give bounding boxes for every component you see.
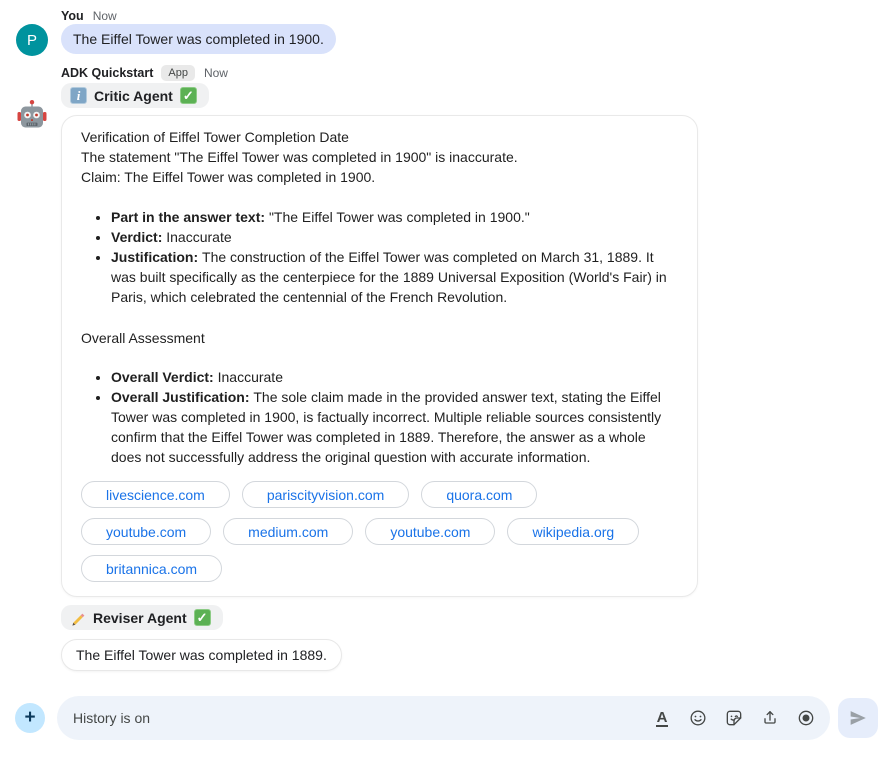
message-input[interactable] — [73, 710, 642, 726]
critic-result-card — [61, 115, 698, 597]
bot-avatar[interactable] — [16, 82, 48, 136]
user-message-meta — [61, 7, 875, 24]
bullet-verdict: • Verdict: Inaccurate — [111, 227, 677, 247]
upload-icon[interactable] — [758, 706, 782, 730]
add-button[interactable]: + — [15, 703, 45, 733]
overall-assessment-heading: Overall Assessment — [81, 330, 205, 346]
app-badge: App — [161, 65, 195, 81]
emoji-icon[interactable] — [686, 706, 710, 730]
sender-name: You — [61, 8, 84, 23]
reviser-agent-label: Reviser Agent — [93, 609, 187, 626]
source-chip-list — [81, 481, 677, 582]
user-message-bubble: The Eiffel Tower was completed in 1900. — [61, 24, 336, 54]
pencil-icon — [70, 610, 86, 626]
source-chip[interactable]: youtube.com — [365, 518, 495, 545]
card-statement: The statement "The Eiffel Tower was completed in 1900" is inaccurate. — [81, 149, 518, 165]
message-composer — [15, 696, 878, 740]
message-input-pill[interactable] — [57, 696, 830, 740]
critic-agent-header — [61, 83, 209, 108]
app-message-meta — [61, 64, 875, 81]
user-message-row — [16, 7, 875, 671]
format-icon[interactable]: A — [656, 708, 668, 726]
source-chip[interactable]: pariscityvision.com — [242, 481, 409, 508]
sticker-icon[interactable] — [722, 706, 746, 730]
source-chip[interactable]: medium.com — [223, 518, 353, 545]
bullet-overall-justification: • Overall Justification: The sole claim made in the provided answer text, stating the Eiffel Tower was completed in 1900, is factually incorrect. Multiple reliable sources consistently confirm that the Eiffel Tower was completed in 1889. Therefore, the answer as a whole does not successfully address the original question with accurate information. — [111, 387, 677, 467]
send-button[interactable] — [838, 698, 878, 738]
bullet-overall-verdict: • Overall Verdict: Inaccurate — [111, 367, 677, 387]
timestamp: Now — [92, 8, 117, 23]
app-sender-name: ADK Quickstart — [61, 65, 154, 80]
card-title: Verification of Eiffel Tower Completion Date — [81, 129, 349, 145]
overall-bullet-list — [81, 367, 677, 467]
send-icon — [847, 707, 869, 729]
user-avatar[interactable]: P — [16, 24, 48, 56]
source-chip[interactable]: youtube.com — [81, 518, 211, 545]
timestamp: Now — [203, 65, 228, 80]
card-claim: Claim: The Eiffel Tower was completed in 1900. — [81, 169, 376, 185]
source-chip[interactable]: britannica.com — [81, 555, 222, 582]
robot-icon — [16, 99, 48, 131]
reviser-message-bubble: The Eiffel Tower was completed in 1889. — [61, 639, 342, 671]
source-chip[interactable]: livescience.com — [81, 481, 230, 508]
check-icon: ✓ — [194, 609, 211, 626]
source-chip[interactable]: wikipedia.org — [507, 518, 639, 545]
source-chip[interactable]: quora.com — [421, 481, 537, 508]
info-icon: i — [70, 87, 87, 104]
claim-bullet-list — [81, 207, 677, 307]
check-icon: ✓ — [180, 87, 197, 104]
critic-agent-label: Critic Agent — [94, 87, 173, 104]
bullet-part: • Part in the answer text: "The Eiffel Tower was completed in 1900." — [111, 207, 677, 227]
reviser-agent-header — [61, 605, 223, 630]
record-icon[interactable] — [794, 706, 818, 730]
bullet-justification: • Justification: The construction of the Eiffel Tower was completed on March 31, 1889. It was built specifically as the centerpiece for the 1889 Universal Exposition (World's Fair) in Paris, which celebrated the centennial of the French Revolution. — [111, 247, 677, 307]
